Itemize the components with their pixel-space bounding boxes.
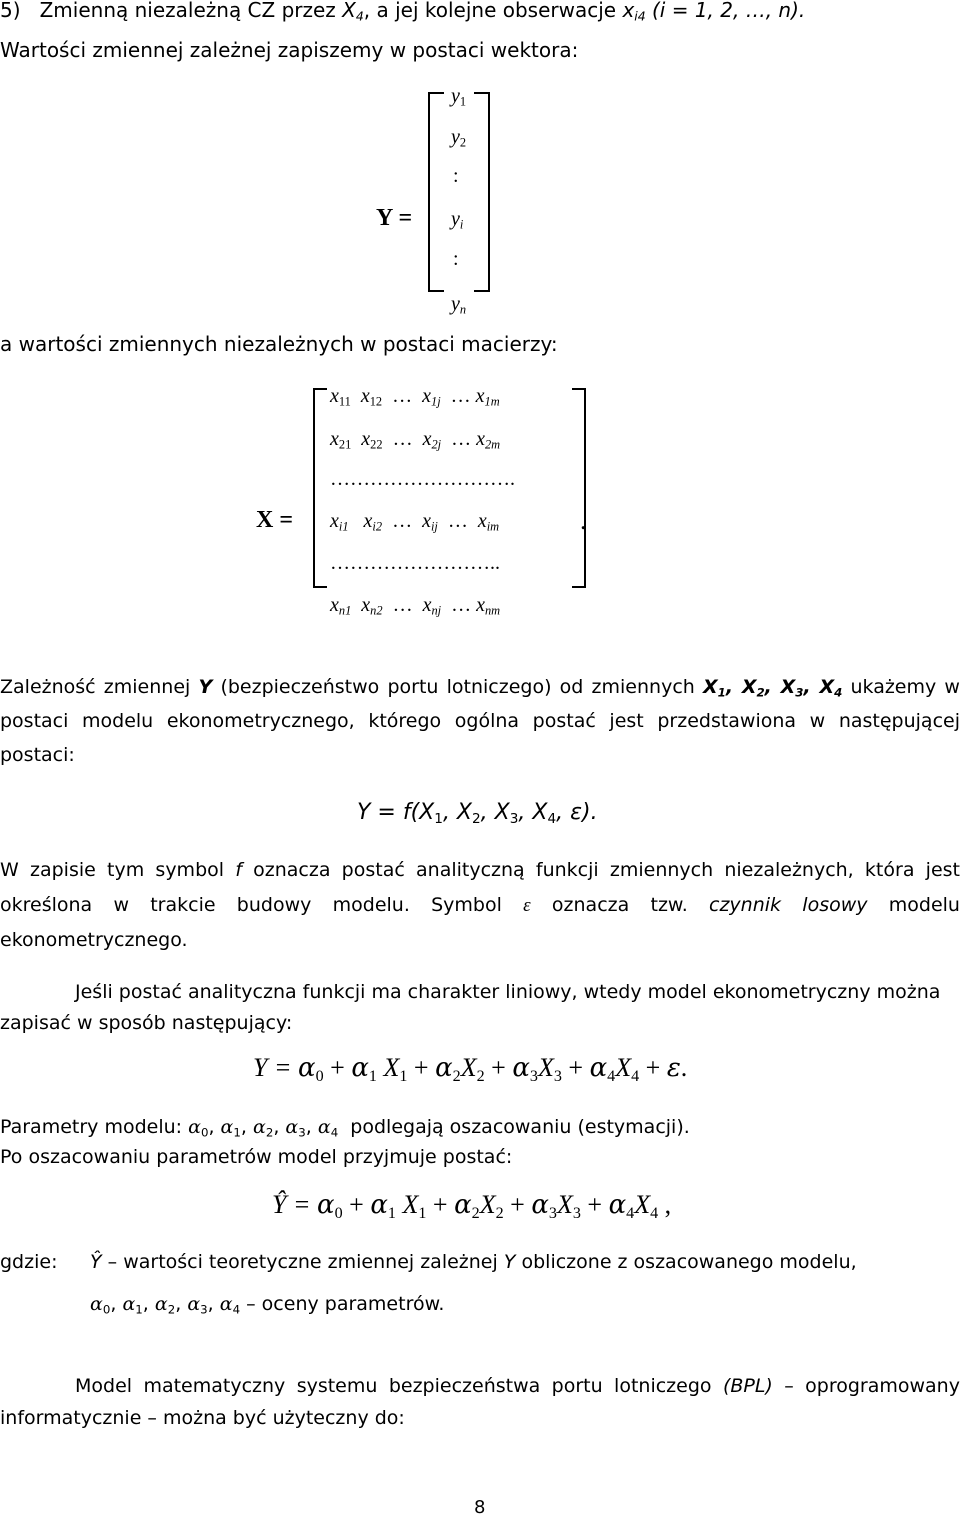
vector-entry-5: : <box>453 248 459 270</box>
vector-entry-2: $y_2$ <box>451 126 467 150</box>
vector-entry-6: $y_n$ <box>451 293 467 317</box>
formula-estimated: Ŷ = $\alpha_0 + \alpha_1$ $X_1 + \alpha_2X_2 + \alpha_3X_3 + \alpha_4X_4$ , <box>272 1190 672 1222</box>
formula-linear: $Y = \alpha_0 + \alpha_1$ $X_1 + \alpha_2X_2 + \alpha_3X_3 + \alpha_4X_4 + \varepsilon$. <box>253 1053 688 1085</box>
para2-line3: ekonometrycznego. <box>0 929 188 951</box>
para2-line2: określona w trakcie budowy modelu. Symbol ε oznacza tzw. czynnik losowy modelu <box>0 894 960 916</box>
params-line: Parametry modelu: $\alpha_0$, $\alpha_1$, $\alpha_2$, $\alpha_3$, $\alpha_4$ podlegają oszacowaniu (estymacji). <box>0 1116 690 1140</box>
item-5-line <box>0 0 805 22</box>
vector-right-bracket <box>474 92 490 292</box>
para3-line2: zapisać w sposób następujący: <box>0 1012 293 1034</box>
gdzie-def-1: Ŷ – wartości teoretyczne zmiennej zależnej Y obliczone z oszacowanego modelu, <box>90 1251 857 1273</box>
vector-left-bracket <box>428 92 444 292</box>
vector-entry-1: $y_1$ <box>451 85 467 109</box>
vector-entry-4: $y_i$ <box>451 208 464 232</box>
gdzie-label: gdzie: <box>0 1251 58 1273</box>
matrix-label: X = <box>256 507 294 533</box>
para4-line2: informatycznie – można być użyteczny do: <box>0 1407 405 1429</box>
obs-range: (i = 1, 2, …, n). <box>651 0 806 22</box>
item-text: Zmienną niezależną CZ przez <box>39 0 336 22</box>
matrix-row-i: $x_{i1}$ $x_{i2}$ … $x_{ij}$ … $x_{im}$ <box>330 510 500 534</box>
para2-line1: W zapisie tym symbol f oznacza postać analityczną funkcji zmiennych niezależnych, która jest <box>0 859 960 881</box>
matrix-right-bracket <box>572 388 586 588</box>
item-mid: , a jej kolejne obserwacje <box>363 0 617 22</box>
obs-xi4: $x_{i4}$ <box>622 0 646 24</box>
para1-line1: Zależność zmiennej Y (bezpieczeństwo portu lotniczego) od zmiennych $X_1$, $X_2$, $X_3$, $X_4$ ukażemy w <box>0 676 960 700</box>
item-number: 5) <box>0 0 21 22</box>
para4-line1: Model matematyczny systemu bezpieczeństwa portu lotniczego (BPL) – oprogramowany <box>75 1375 960 1397</box>
vector-intro: Wartości zmiennej zależnej zapiszemy w postaci wektora: <box>0 38 579 62</box>
para3-line1: Jeśli postać analityczna funkcji ma charakter liniowy, wtedy model ekonometryczny można <box>75 981 941 1003</box>
para1-line2: postaci modelu ekonometrycznego, którego ogólna postać jest przedstawiona w następującej <box>0 710 960 732</box>
matrix-row-1: $x_{11}$ $x_{12}$ … $x_{1j}$ … $x_{1m}$ <box>330 385 500 409</box>
matrix-trailing-dot: . <box>580 506 587 535</box>
vector-entry-3: : <box>453 165 459 187</box>
matrix-row-2: $x_{21}$ $x_{22}$ … $x_{2j}$ … $x_{2m}$ <box>330 428 501 452</box>
matrix-dots-row-b: …………………….. <box>330 552 500 574</box>
page-number: 8 <box>474 1497 486 1518</box>
formula-general: $Y = f(X_1$, $X_2$, $X_3$, $X_4$, ε). <box>357 800 598 828</box>
var-x4: $X_4$ <box>342 0 364 24</box>
matrix-left-bracket <box>313 388 327 588</box>
matrix-dots-row-a: ………………………. <box>330 468 515 490</box>
vector-label: Y = <box>376 205 413 231</box>
matrix-intro: a wartości zmiennych niezależnych w postaci macierzy: <box>0 332 558 356</box>
estimation-line: Po oszacowaniu parametrów model przyjmuje postać: <box>0 1146 513 1168</box>
gdzie-def-2: $\alpha_0$, $\alpha_1$, $\alpha_2$, $\alpha_3$, $\alpha_4$ – oceny parametrów. <box>90 1293 445 1317</box>
para1-line3: postaci: <box>0 744 75 766</box>
matrix-row-n: $x_{n1}$ $x_{n2}$ … $x_{nj}$ … $x_{nm}$ <box>330 594 501 618</box>
